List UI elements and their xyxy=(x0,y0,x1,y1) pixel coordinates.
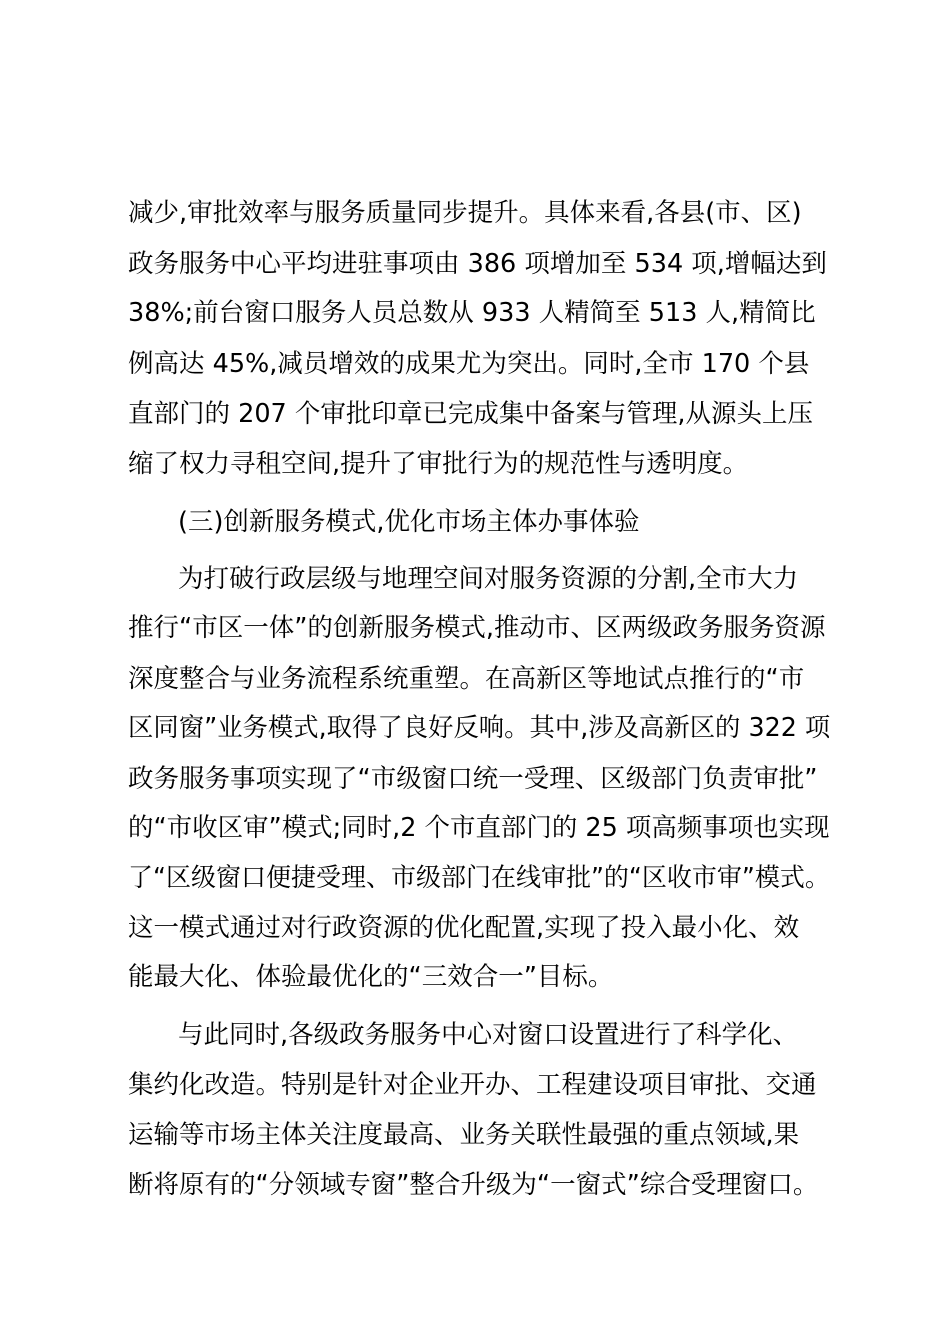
paragraph-line: 的“市收区审”模式;同时,2 个市直部门的 25 项高频事项也实现 xyxy=(128,813,830,843)
paragraph-line: 了“区级窗口便捷受理、市级部门在线审批”的“区收市审”模式。 xyxy=(128,863,830,893)
paragraph-line: 断将原有的“分领域专窗”整合升级为“一窗式”综合受理窗口。 xyxy=(128,1170,819,1200)
paragraph-line: 与此同时,各级政务服务中心对窗口设置进行了科学化、 xyxy=(178,1020,799,1050)
paragraph-line: 政务服务中心平均进驻事项由 386 项增加至 534 项,增幅达到 xyxy=(128,249,827,279)
paragraph-line: 这一模式通过对行政资源的优化配置,实现了投入最小化、效 xyxy=(128,913,800,943)
paragraph-line: 集约化改造。特别是针对企业开办、工程建设项目审批、交通 xyxy=(128,1070,817,1100)
paragraph-line: 38%;前台窗口服务人员总数从 933 人精简至 513 人,精简比 xyxy=(128,298,816,328)
paragraph-line: 政务服务事项实现了“市级窗口统一受理、区级部门负责审批” xyxy=(128,764,818,794)
paragraph-line: 例高达 45%,减员增效的成果尤为突出。同时,全市 170 个县 xyxy=(128,349,810,379)
paragraph-line: 运输等市场主体关注度最高、业务关联性最强的重点领域,果 xyxy=(128,1120,800,1150)
section-heading: (三)创新服务模式,优化市场主体办事体验 xyxy=(178,507,640,537)
paragraph-line: 为打破行政层级与地理空间对服务资源的分割,全市大力 xyxy=(178,564,799,594)
paragraph-line: 深度整合与业务流程系统重塑。在高新区等地试点推行的“市 xyxy=(128,664,805,694)
paragraph-line: 缩了权力寻租空间,提升了审批行为的规范性与透明度。 xyxy=(128,449,749,479)
paragraph-line: 推行“市区一体”的创新服务模式,推动市、区两级政务服务资源 xyxy=(128,613,826,643)
paragraph-line: 区同窗”业务模式,取得了良好反响。其中,涉及高新区的 322 项 xyxy=(128,713,831,743)
paragraph-line: 直部门的 207 个审批印章已完成集中备案与管理,从源头上压 xyxy=(128,399,813,429)
paragraph-line: 能最大化、体验最优化的“三效合一”目标。 xyxy=(128,962,614,992)
paragraph-line: 减少,审批效率与服务质量同步提升。具体来看,各县(市、区) xyxy=(128,198,802,228)
